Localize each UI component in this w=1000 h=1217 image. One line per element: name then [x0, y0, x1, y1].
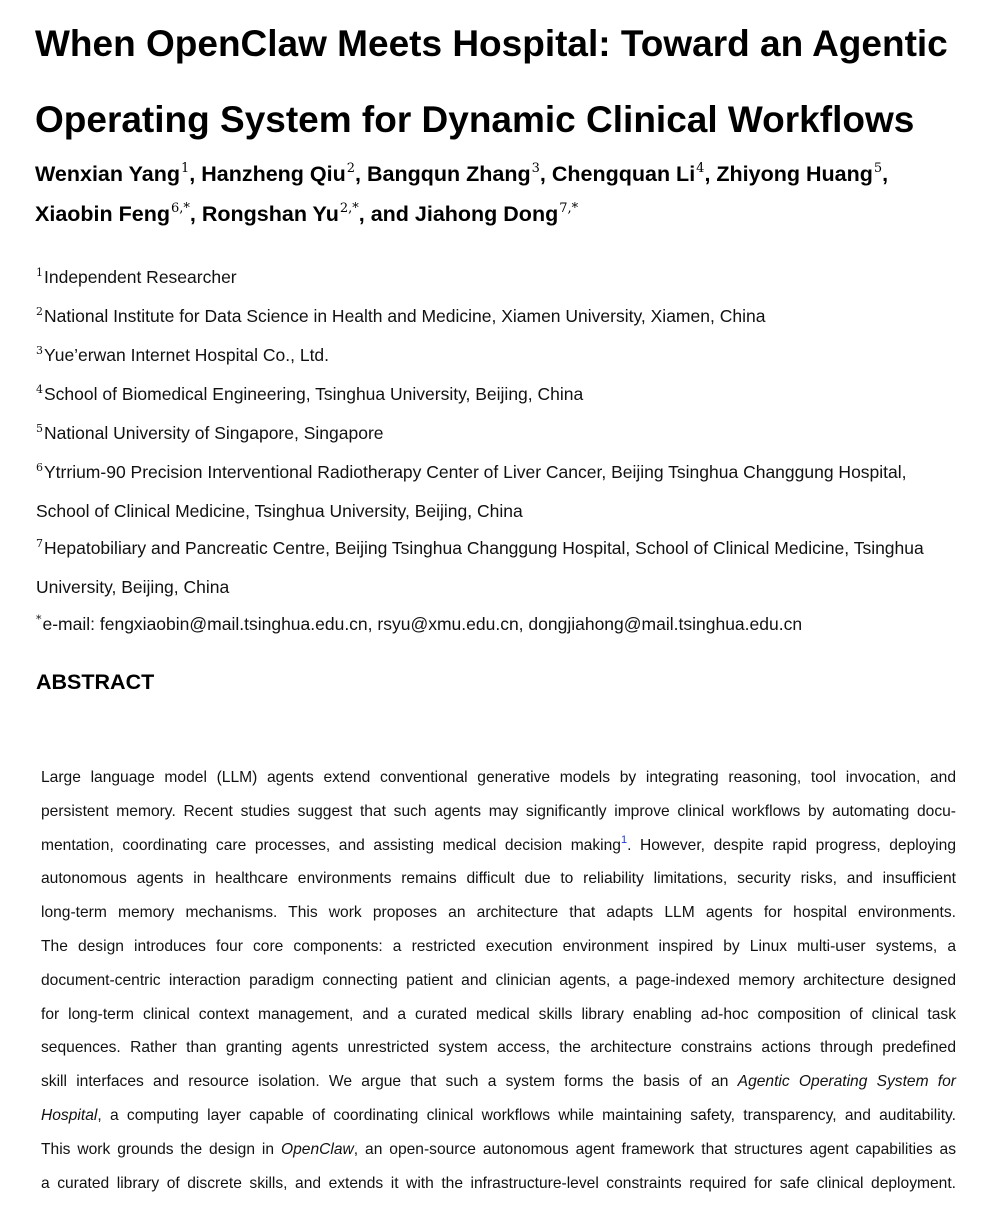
- abstract-line: sequences. Rather than granting agents unrestricted system access, the architecture constrains actions through predefined: [41, 1039, 956, 1057]
- affiliation-continuation: School of Clinical Medicine, Tsinghua University, Beijing, China: [36, 501, 523, 521]
- author-affiliation-marker: 6,*: [170, 201, 190, 216]
- abstract-line: long-term memory mechanisms. This work proposes an architecture that adapts LLM agents for hospital environments.: [41, 904, 956, 922]
- affiliation-item: [36, 337, 986, 376]
- abstract-text: mentation, coordinating care processes, and assisting medical decision making: [41, 836, 621, 854]
- affiliation-item: [36, 298, 986, 337]
- affiliation-text: Ytrrium-90 Precision Interventional Radiotherapy Center of Liver Cancer, Beijing Tsinghua Changgung Hospital,: [44, 462, 907, 482]
- paper-title: [35, 6, 985, 158]
- abstract-line: Large language model (LLM) agents extend conventional generative models by integrating reasoning, tool invocation, and: [41, 769, 956, 786]
- author-name: Rongshan Yu: [201, 202, 339, 226]
- affiliation-text: School of Biomedical Engineering, Tsinghua University, Beijing, China: [44, 384, 584, 404]
- abstract-line: [41, 1065, 956, 1099]
- abstract-line: The design introduces four core components: a restricted execution environment inspired by Linux multi-user systems, a: [41, 937, 956, 955]
- author-separator: ,: [189, 202, 202, 226]
- citation-link[interactable]: 1: [620, 833, 628, 846]
- affiliation-item: [36, 454, 986, 493]
- abstract-line: autonomous agents in healthcare environments remains difficult due to reliability limitations, security risks, and insufficient: [41, 870, 956, 888]
- author-line: [35, 196, 985, 236]
- author-affiliation-marker: 3: [531, 161, 540, 176]
- author-separator: ,: [539, 162, 552, 186]
- author-separator: ,: [704, 162, 717, 186]
- affiliation-item: [36, 259, 986, 298]
- author-name: Wenxian Yang: [35, 162, 180, 186]
- abstract-line: persistent memory. Recent studies suggest that such agents may significantly improve clinical workflows by automating docu-: [41, 802, 956, 820]
- abstract-line: [41, 1099, 956, 1133]
- affiliation-marker: 6: [36, 461, 43, 474]
- author-line: [35, 156, 985, 196]
- author-separator: ,: [189, 162, 202, 186]
- abstract-text: . However, despite rapid progress, deploying: [627, 836, 956, 854]
- affiliation-marker: 1: [36, 266, 43, 279]
- author-affiliation-marker: 1: [180, 161, 190, 176]
- affiliation-text: Yue’erwan Internet Hospital Co., Ltd.: [44, 345, 330, 365]
- abstract-text: , an open-source autonomous agent framework that structures agent capabilities as: [353, 1140, 956, 1158]
- affiliation-item: [36, 415, 986, 454]
- affiliation-marker: 2: [36, 305, 43, 318]
- abstract-text: , a computing layer capable of coordinating clinical workflows while maintaining safety, transparency, and auditability.: [97, 1106, 956, 1124]
- author-name: Chengquan Li: [551, 162, 696, 186]
- correspondence-marker: *: [36, 613, 42, 626]
- title-line: When OpenClaw Meets Hospital: Toward an Agentic: [35, 23, 948, 64]
- correspondence-email: [36, 606, 986, 645]
- abstract-emphasis: Agentic Operating System for: [737, 1073, 956, 1091]
- affiliation-list: [36, 259, 986, 645]
- affiliation-text: National University of Singapore, Singapore: [44, 423, 384, 443]
- affiliation-marker: 5: [36, 422, 43, 435]
- author-separator: ,: [358, 202, 371, 226]
- author-affiliation-marker: 2,*: [339, 201, 359, 216]
- title-line: Operating System for Dynamic Clinical Workflows: [35, 99, 915, 140]
- affiliation-marker: 3: [36, 344, 43, 357]
- abstract-heading: ABSTRACT: [36, 670, 155, 694]
- author-list: [35, 156, 985, 236]
- abstract-text: This work grounds the design in: [41, 1140, 281, 1158]
- affiliation-marker: 4: [36, 383, 43, 396]
- correspondence-text: e-mail: fengxiaobin@mail.tsinghua.edu.cn, rsyu@xmu.edu.cn, dongjiahong@mail.tsinghua.edu.cn: [42, 614, 803, 634]
- affiliation-continuation: University, Beijing, China: [36, 577, 230, 597]
- affiliation-item: [36, 376, 986, 415]
- abstract-line: document-centric interaction paradigm connecting patient and clinician agents, a page-indexed memory architecture designed: [41, 971, 956, 989]
- author-separator: ,: [882, 162, 889, 186]
- author-separator: ,: [355, 162, 367, 186]
- author-affiliation-marker: 4: [696, 161, 705, 176]
- abstract-text: skill interfaces and resource isolation. We argue that such a system forms the basis of an: [41, 1073, 738, 1091]
- affiliation-marker: 7: [36, 537, 43, 550]
- affiliation-text: Independent Researcher: [44, 267, 237, 287]
- abstract-line: a curated library of discrete skills, and extends it with the infrastructure-level constraints required for safe clinical deployment.: [41, 1174, 956, 1192]
- affiliation-item: [36, 530, 986, 569]
- author-name: Zhiyong Huang: [716, 162, 873, 186]
- abstract-line: [41, 1133, 956, 1167]
- author-name: Bangqun Zhang: [366, 162, 531, 186]
- abstract-emphasis: Hospital: [41, 1106, 98, 1124]
- author-affiliation-marker: 7,*: [559, 201, 579, 216]
- author-name: Hanzheng Qiu: [201, 162, 346, 186]
- abstract-emphasis: OpenClaw: [280, 1140, 354, 1158]
- affiliation-text: National Institute for Data Science in Health and Medicine, Xiamen University, Xiamen, China: [44, 306, 766, 326]
- abstract-line: for long-term clinical context management, and a curated medical skills library enabling ad-hoc composition of clinical task: [41, 1005, 956, 1023]
- abstract-line: [41, 829, 956, 863]
- abstract-body: [41, 761, 956, 1200]
- author-affiliation-marker: 2: [346, 161, 356, 176]
- author-affiliation-marker: 5: [873, 161, 883, 176]
- author-name: and Jiahong Dong: [370, 202, 559, 226]
- affiliation-text: Hepatobiliary and Pancreatic Centre, Beijing Tsinghua Changgung Hospital, School of Clinical Medicine, Tsinghua: [44, 538, 924, 558]
- author-name: Xiaobin Feng: [35, 202, 170, 226]
